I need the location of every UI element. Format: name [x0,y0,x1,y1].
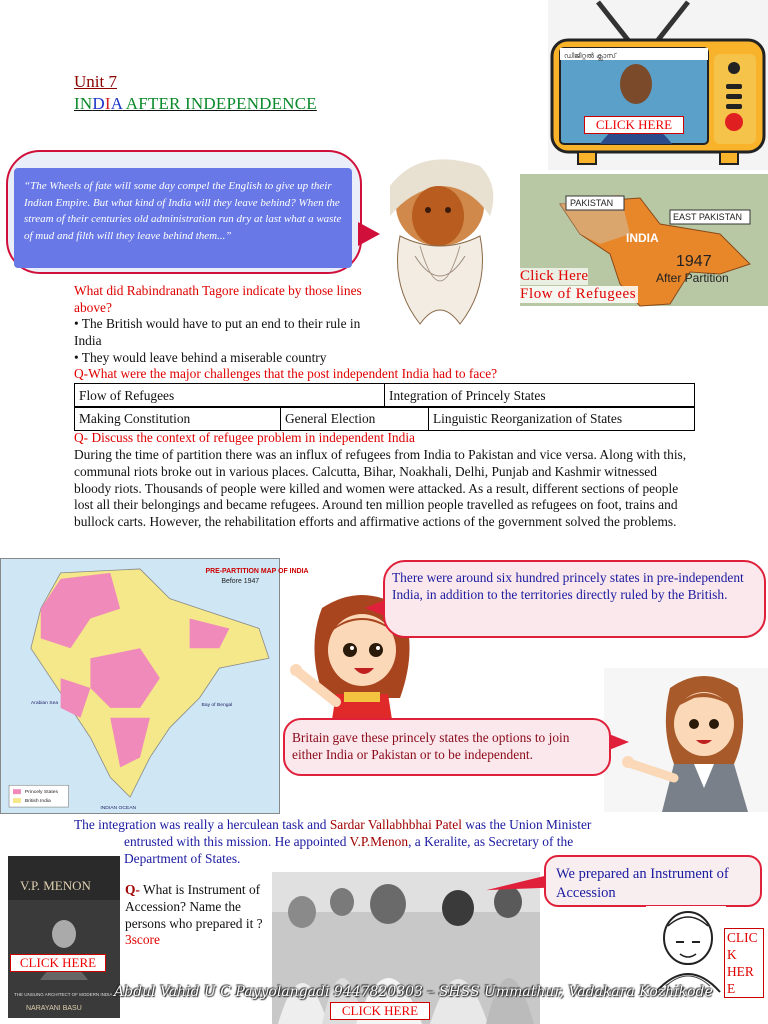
patel-sketch [646,906,726,992]
challenge-cell: General Election [281,407,429,431]
pmap-bay: Bay of Bengal [201,702,233,708]
refugees-click-here-link[interactable]: Click Here [520,268,589,284]
page-title [74,94,317,114]
q4-score: 3score [125,932,160,948]
integration-text-1: The integration was really a herculean task and [74,817,330,832]
click-line-2: K [727,947,737,962]
question-tagore: What did Rabindranath Tagore indicate by those lines above? [74,283,362,315]
options-bubble: Britain gave these princely states the options to join either India or Pakistan or to be independent. [283,718,611,776]
answer-tagore [74,316,374,366]
integration-text-3: entrusted with this mission. He appointed [124,833,350,849]
title-part-4: A [110,94,123,113]
answer-tagore-line-2: • They would leave behind a miserable country [74,349,327,365]
question-challenges: Q-What were the major challenges that the post independent India had to face? [74,366,498,381]
map-label-pakistan: PAKISTAN [570,198,614,208]
princely-states-bubble: There were around six hundred princely states in pre-independent India, in addition to the territories directly ruled by the British. [383,560,766,638]
bubble2-tail [609,734,629,750]
pmap-subtitle: Before 1947 [221,577,260,585]
question-instrument-of-accession [125,882,275,949]
question-refugee: Q- Discuss the context of refugee problem in independent India [74,430,415,445]
click-line-1: CLIC [727,930,758,945]
book-click-here-button[interactable]: CLICK HERE [10,954,106,972]
bubble1-tail [365,600,385,616]
tv-video-link[interactable] [548,0,768,170]
click-line-4: E [727,981,736,996]
title-part-2: D [92,94,105,113]
tagore-quote-text: “The Wheels of fate will some day compel the English to give up their Indian Empire. But what kind of India will they leave behind? When the stream of their centuries old administration run dry at last what a waste of mud and filth will they leave behind them...” [14,168,352,268]
flow-of-refugees-link[interactable]: Flow of Refugees [520,286,637,302]
pmap-ocean: INDIAN OCEAN [100,806,137,812]
patel-name: Sardar Vallabhbhai Patel [329,817,462,832]
book-title: V.P. MENON [20,878,91,893]
pre-partition-map [0,558,309,814]
answer-refugee: During the time of partition there was an influx of refugees from India to Pakistan and vice versa. Along with this, communal riots broke out in various places. Calcutta, Bihar, Noakhali, Delhi, Punjab and Kashmir witnessed bloody riots. Thousands of people were killed and women were attacked. As a result, different sections of people lost all their belongings and became refugees. Around ten million people travelled as refugees on foot, trains and bullock carts. However, the rehabilitation efforts and affirmative actions of the government solved the problems. [74,447,687,530]
title-part-1: IN [74,94,93,113]
book-author: NARAYANI BASU [26,1005,82,1012]
challenge-cell: Integration of Princely States [385,384,695,408]
tagore-portrait [360,146,510,330]
map-label-east-pakistan: EAST PAKISTAN [673,212,743,222]
pmap-legend-2: British India [24,799,51,805]
patel-click-here-button[interactable] [724,928,764,998]
challenge-cell: Making Constitution [75,407,281,431]
tagore-quote-bubble [6,150,362,274]
q4-text: What is Instrument of Accession? Name the persons who prepared it ? [125,882,263,931]
challenges-table-row-1 [74,383,695,408]
tv-click-here-button[interactable]: CLICK HERE [584,116,684,134]
challenge-cell: Flow of Refugees [75,384,385,408]
unit-label: Unit 7 [74,72,117,91]
pmap-title: PRE-PARTITION MAP OF INDIA [205,567,309,575]
map-label-india: INDIA [626,231,659,245]
pmap-legend-1: Princely States [24,790,58,796]
photo-click-here-button[interactable]: CLICK HERE [330,1002,430,1020]
challenge-cell: Linguistic Reorganization of States [429,407,695,431]
title-part-3: I [104,94,111,113]
integration-text-4: , a Keralite, as Secretary of the [408,833,574,849]
map-label-year: 1947 [676,253,712,270]
book-subtitle: THE UNSUNG ARCHITECT OF MODERN INDIA [14,992,113,997]
answer-tagore-line-1: • The British would have to put an end to their rule in India [74,316,361,348]
author-footer: Abdul Vahid U C Payyolangadi 9447820303 – SHSS Ummathur, Vadakara Kozhikode [114,984,713,1000]
tv-caption: ഡിജിറ്റൽ ക്ലാസ് [564,52,616,60]
vp-menon-book-cover[interactable] [8,856,120,1018]
menon-name: V.P.Menon [349,833,409,849]
challenges-table-row-2 [74,406,695,431]
instrument-bubble: We prepared an Instrument of Accession [544,855,762,907]
map-label-after: After Partition [656,271,729,285]
pmap-arabian-sea: Arabian Sea [30,700,59,706]
click-line-3: HER [727,964,754,979]
title-part-5: AFTER INDEPENDENCE [122,94,317,113]
q4-prefix: Q- [125,882,140,897]
integration-text-2: was the Union Minister [461,817,592,832]
integration-text-5: Department of States. [124,850,241,866]
